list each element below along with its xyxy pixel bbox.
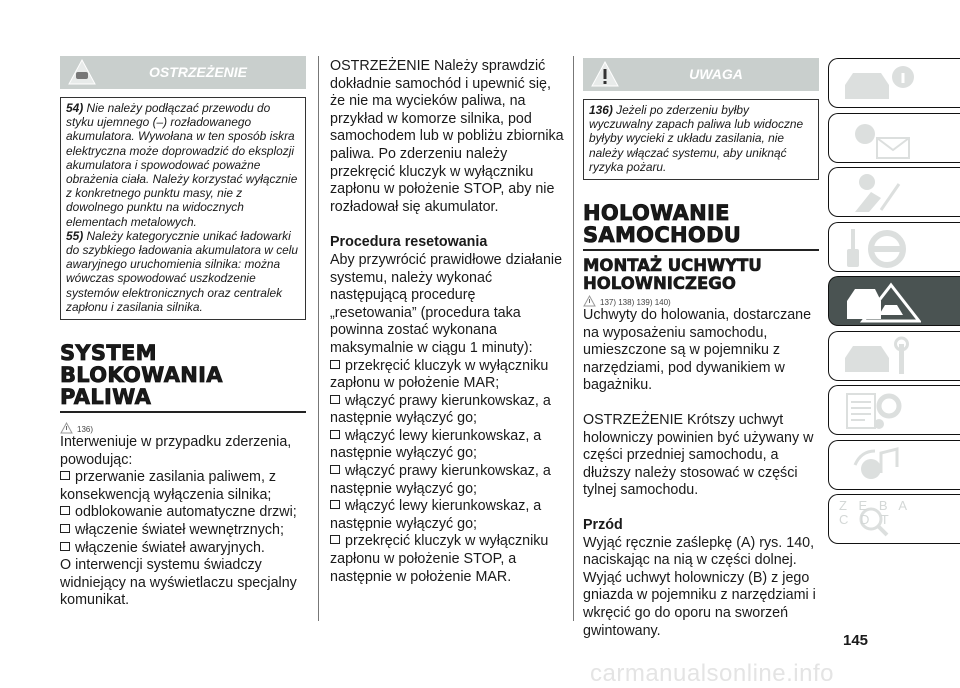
warning-text: Należy kategorycznie unikać ładowarki do szybkiego ładowania akumulatora w celu awaryjnego uruchomienia silnika: można wówczas spowodować uszkodzenie systemów elektronicznych oraz centralek zapłonu i zasilania silnika. <box>66 228 299 314</box>
bullet-text: odblokowanie automatyczne drzwi; <box>75 504 297 521</box>
heading-line: MONTAŻ UCHWYTU <box>583 256 762 276</box>
warning-item <box>66 229 301 314</box>
airbag-seat-icon <box>841 172 921 214</box>
warning-text: Nie należy podłączać przewodu do styku ujemnego (–) rozładowanego akumulatora. Wywołana w ten sposób iskra elektryczna może doprowadzić do eksplozji akumulatora i spowodować poważne obrażenia ciała. Należy korzystać wyłącznie z konkretnego punktu masy, nie z dowolnego punktu na widocznych elementach metalowych. <box>66 101 298 229</box>
warning-item <box>66 101 301 229</box>
tab-car-info[interactable] <box>828 58 960 108</box>
column-2 <box>330 58 565 586</box>
heading-line: HOLOWANIE <box>583 201 730 226</box>
bullet-box-icon <box>330 465 340 474</box>
bullet-box-icon <box>60 524 70 533</box>
bullet-text: włączenie świateł awaryjnych. <box>75 539 265 556</box>
outro-text: O interwencji systemu świadczy widniejący na wyświetlaczu specjalny komunikat. <box>60 557 297 609</box>
warning-triangle-icon <box>60 422 73 434</box>
subheading: Przód <box>583 516 623 533</box>
bullet-text: przekręcić kluczyk w wyłączniku zapłonu w położenie STOP, a następnie w położenie MAR. <box>330 533 549 585</box>
bullet-text: włączyć prawy kierunkowskaz, a następnie wyłączyć go; <box>330 463 551 497</box>
car-wrench-icon <box>841 336 921 378</box>
bullet-item <box>60 504 306 522</box>
index-letters: Z E B A C D T <box>839 498 908 527</box>
bullet-text: przekręcić kluczyk w wyłączniku zapłonu w położenie MAR; <box>330 357 549 392</box>
tab-emergency[interactable] <box>828 276 960 326</box>
bullet-item <box>330 358 565 393</box>
reference-numbers[interactable]: 137) 138) 139) 140) <box>600 298 671 308</box>
warning-triangle-icon <box>583 295 596 307</box>
bullet-item <box>330 393 565 428</box>
heading-rule <box>583 249 819 251</box>
emergency-car-triangle-icon <box>841 281 921 323</box>
bullet-box-icon <box>330 500 340 509</box>
bullet-item <box>60 522 306 540</box>
warning-box <box>60 97 306 320</box>
tab-index[interactable] <box>828 494 960 544</box>
reference <box>60 419 306 434</box>
warning-number: 55) <box>66 228 84 243</box>
bullet-item <box>330 428 565 463</box>
bullet-box-icon <box>60 506 70 515</box>
bullet-text: włączenie świateł wewnętrznych; <box>75 522 284 539</box>
bullet-text: włączyć prawy kierunkowskaz, a następnie wyłączyć go; <box>330 392 551 427</box>
bullet-box-icon <box>330 535 340 544</box>
heading-line: SYSTEM <box>60 341 157 366</box>
paragraph: Aby przywrócić prawidłowe działanie systemu, należy wykonać następującą procedurę „resetowania” (procedura taka powinna zostać wykonana maksymalnie w ciągu 1 minuty): <box>330 251 563 356</box>
warning-light-message-icon <box>841 118 921 160</box>
bullet-item <box>60 540 306 558</box>
bullet-item <box>330 498 565 533</box>
multimedia-icon <box>841 445 921 487</box>
warning-number: 54) <box>66 101 84 115</box>
column-1 <box>60 56 306 610</box>
bullet-item <box>330 463 565 498</box>
bullet-text: włączyć lewy kierunkowskaz, a następnie wyłączyć go; <box>330 498 542 532</box>
reference <box>583 292 819 307</box>
subheading: Procedura resetowania <box>330 234 488 251</box>
specs-gear-icon <box>841 390 921 432</box>
bullet-box-icon <box>60 542 70 551</box>
heading-line: BLOKOWANIA <box>60 363 223 388</box>
paragraph: Uchwyty do holowania, dostarczane na wyposażeniu samochodu, umieszczone są w pojemniku z narzędziami, pod dywanikiem w bagażniku. <box>583 307 812 394</box>
warning-number: 136) <box>589 103 613 117</box>
bullet-box-icon <box>60 471 70 480</box>
watermark: carmanualsonline.info <box>590 660 834 687</box>
column-3 <box>583 58 819 640</box>
tab-warning-lights[interactable] <box>828 113 960 163</box>
heading-line: SAMOCHODU <box>583 223 742 248</box>
bullet-text: przerwanie zasilania paliwem, z konsekwencją wyłączenia silnika; <box>60 469 277 503</box>
tab-maintenance[interactable] <box>828 331 960 381</box>
heading-rule <box>60 411 306 413</box>
chapter-tabs <box>828 58 960 549</box>
column-divider <box>318 56 319 621</box>
warning-header-title: OSTRZEŻENIE <box>148 64 247 80</box>
tab-starting-driving[interactable] <box>828 222 960 272</box>
caution-header <box>583 58 819 91</box>
section-heading <box>583 202 819 246</box>
warning-header <box>60 56 306 89</box>
subsection-heading <box>583 257 819 292</box>
bullet-box-icon <box>330 395 340 404</box>
column-divider <box>573 56 574 621</box>
paragraph: OSTRZEŻENIE Należy sprawdzić dokładnie samochód i upewnić się, że nie ma wycieków paliwa, na przykład w komorze silnika, pod samochodem lub w pobliżu zbiornika paliwa. Po zderzeniu należy przekręcić kluczyk w wyłączniku zapłonu w położenie STOP, aby nie rozładował się akumulator. <box>330 58 564 215</box>
heading-line: HOLOWNICZEGO <box>583 273 736 293</box>
reference-number[interactable]: 136) <box>77 425 94 435</box>
tab-multimedia[interactable] <box>828 440 960 490</box>
key-steering-wheel-icon <box>841 227 921 269</box>
section-heading <box>60 342 306 408</box>
caution-box <box>583 99 819 180</box>
paragraph: OSTRZEŻENIE Krótszy uchwyt holowniczy powinien być używany w części przedniej samochodu, a dłuższy należy stosować w części tylnej samochodu. <box>583 411 814 499</box>
bullet-text: włączyć lewy kierunkowskaz, a następnie wyłączyć go; <box>330 427 542 462</box>
tab-technical-data[interactable] <box>828 385 960 435</box>
bullet-box-icon <box>330 360 340 369</box>
paragraph: Wyjąć ręcznie zaślepkę (A) rys. 140, naciskając na nią w części dolnej. Wyjąć uchwyt holowniczy (B) z jego gniazda w pojemniku z narzędziami i wkręcić go do oporu na sworzeń gwintowany. <box>583 534 816 639</box>
bullet-box-icon <box>330 430 340 439</box>
bullet-item <box>60 469 306 504</box>
heading-line: PALIWA <box>60 385 152 410</box>
bullet-item <box>330 533 565 586</box>
tab-safety[interactable] <box>828 167 960 217</box>
caution-header-title: UWAGA <box>689 66 743 82</box>
page-number: 145 <box>843 632 869 649</box>
car-info-icon <box>841 63 921 105</box>
warning-text: Jeżeli po zderzeniu byłby wyczuwalny zapach paliwa lub widoczne byłyby wycieki z układu zasilania, nie należy włączać systemu, aby uniknąć ryzyka pożaru. <box>589 103 804 174</box>
intro-text: Interweniuje w przypadku zderzenia, powodując: <box>60 434 292 468</box>
